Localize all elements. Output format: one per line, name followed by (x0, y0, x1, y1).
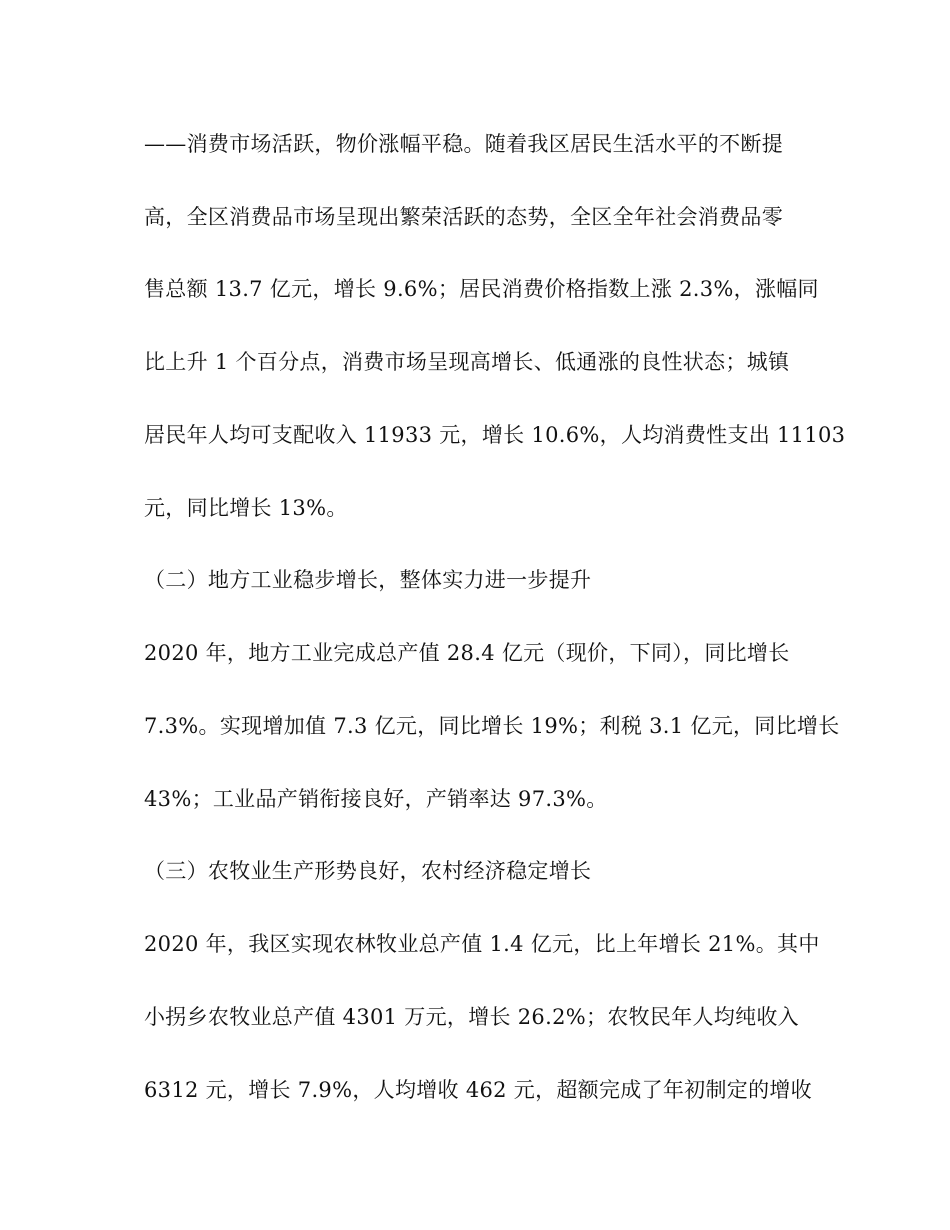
section-heading-2: （二）地方工业稳步增长，整体实力进一步提升 (144, 568, 592, 592)
paragraph-line-7: 2020 年，地方工业完成总产值 28.4 亿元（现价，下同），同比增长 (144, 641, 790, 665)
section-heading-3: （三）农牧业生产形势良好，农村经济稳定增长 (144, 859, 592, 883)
paragraph-line-12: 6312 元，增长 7.9%，人均增收 462 元，超额完成了年初制定的增收 (144, 1078, 812, 1102)
paragraph-line-1: ——消费市场活跃，物价涨幅平稳。随着我区居民生活水平的不断提 (144, 132, 783, 156)
paragraph-line-6: 元，同比增长 13%。 (144, 496, 348, 520)
paragraph-line-5: 居民年人均可支配收入 11933 元，增长 10.6%，人均消费性支出 11103 (144, 423, 846, 447)
paragraph-line-4: 比上升 1 个百分点，消费市场呈现高增长、低通涨的良性状态；城镇 (144, 350, 790, 374)
paragraph-line-10: 2020 年，我区实现农林牧业总产值 1.4 亿元，比上年增长 21%。其中 (144, 932, 820, 956)
paragraph-line-8: 7.3%。实现增加值 7.3 亿元，同比增长 19%；利税 3.1 亿元，同比增长 (144, 714, 840, 738)
paragraph-line-11: 小拐乡农牧业总产值 4301 万元，增长 26.2%；农牧民年人均纯收入 (144, 1005, 799, 1029)
paragraph-line-2: 高，全区消费品市场呈现出繁荣活跃的态势，全区全年社会消费品零 (144, 205, 783, 229)
paragraph-line-3: 售总额 13.7 亿元，增长 9.6%；居民消费价格指数上涨 2.3%，涨幅同 (144, 277, 819, 301)
paragraph-line-9: 43%；工业品产销衔接良好，产销率达 97.3%。 (144, 787, 608, 811)
